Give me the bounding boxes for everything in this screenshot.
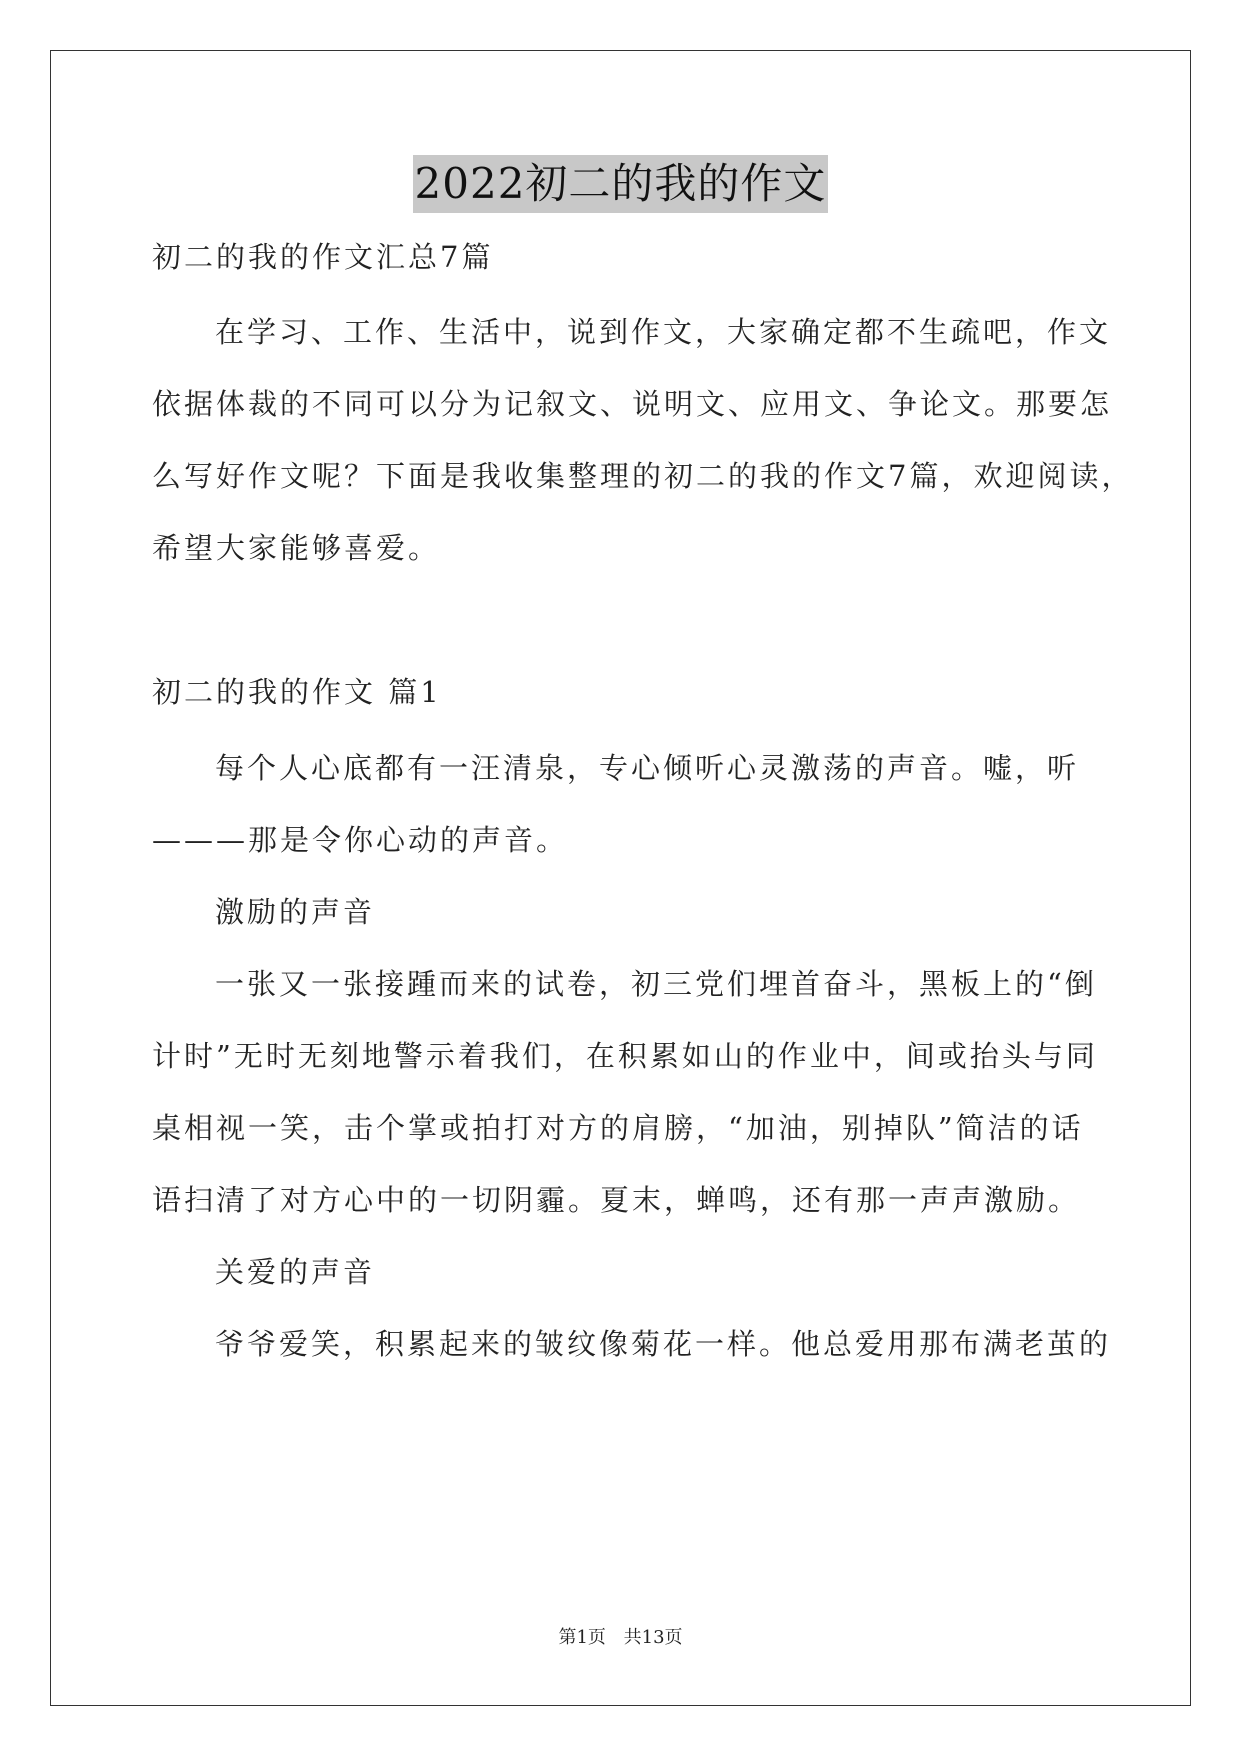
paragraph-line: 每个人心底都有一汪清泉，专心倾听心灵激荡的声音。嘘，听 (215, 751, 1080, 785)
page-footer (0, 1626, 1241, 1650)
paragraph-line: 一张又一张接踵而来的试卷，初三党们埋首奋斗，黑板上的“倒 (215, 967, 1097, 1001)
title-container (0, 155, 1241, 213)
paragraph-line: 桌相视一笑，击个掌或拍打对方的肩膀，“加油，别掉队”简洁的话 (152, 1111, 1084, 1145)
paragraph-line: 语扫清了对方心中的一切阴霾。夏末，蝉鸣，还有那一声声激励。 (152, 1183, 1081, 1217)
page-border (50, 50, 1191, 1706)
page-number: 第1页 (558, 1627, 606, 1648)
paragraph-line: 在学习、工作、生活中，说到作文，大家确定都不生疏吧，作文 (215, 315, 1112, 349)
paragraph-line: 爷爷爱笑，积累起来的皱纹像菊花一样。他总爱用那布满老茧的 (215, 1327, 1112, 1361)
paragraph-line: 希望大家能够喜爱。 (152, 531, 441, 565)
paragraph-line: 么写好作文呢？下面是我收集整理的初二的我的作文7篇，欢迎阅读， (152, 459, 1134, 493)
section-subheading: 激励的声音 (215, 895, 376, 929)
paragraph-line: 计时”无时无刻地警示着我们，在积累如山的作业中，间或抬头与同 (152, 1039, 1098, 1073)
section-subheading: 关爱的声音 (215, 1255, 376, 1289)
paragraph-line: ———那是令你心动的声音。 (152, 823, 569, 857)
page-total: 共13页 (623, 1627, 683, 1648)
paragraph-line: 依据体裁的不同可以分为记叙文、说明文、应用文、争论文。那要怎 (152, 387, 1113, 421)
document-title: 2022初二的我的作文 (413, 155, 829, 213)
summary-heading: 初二的我的作文汇总7篇 (152, 240, 494, 274)
essay-heading: 初二的我的作文 篇1 (152, 675, 442, 709)
